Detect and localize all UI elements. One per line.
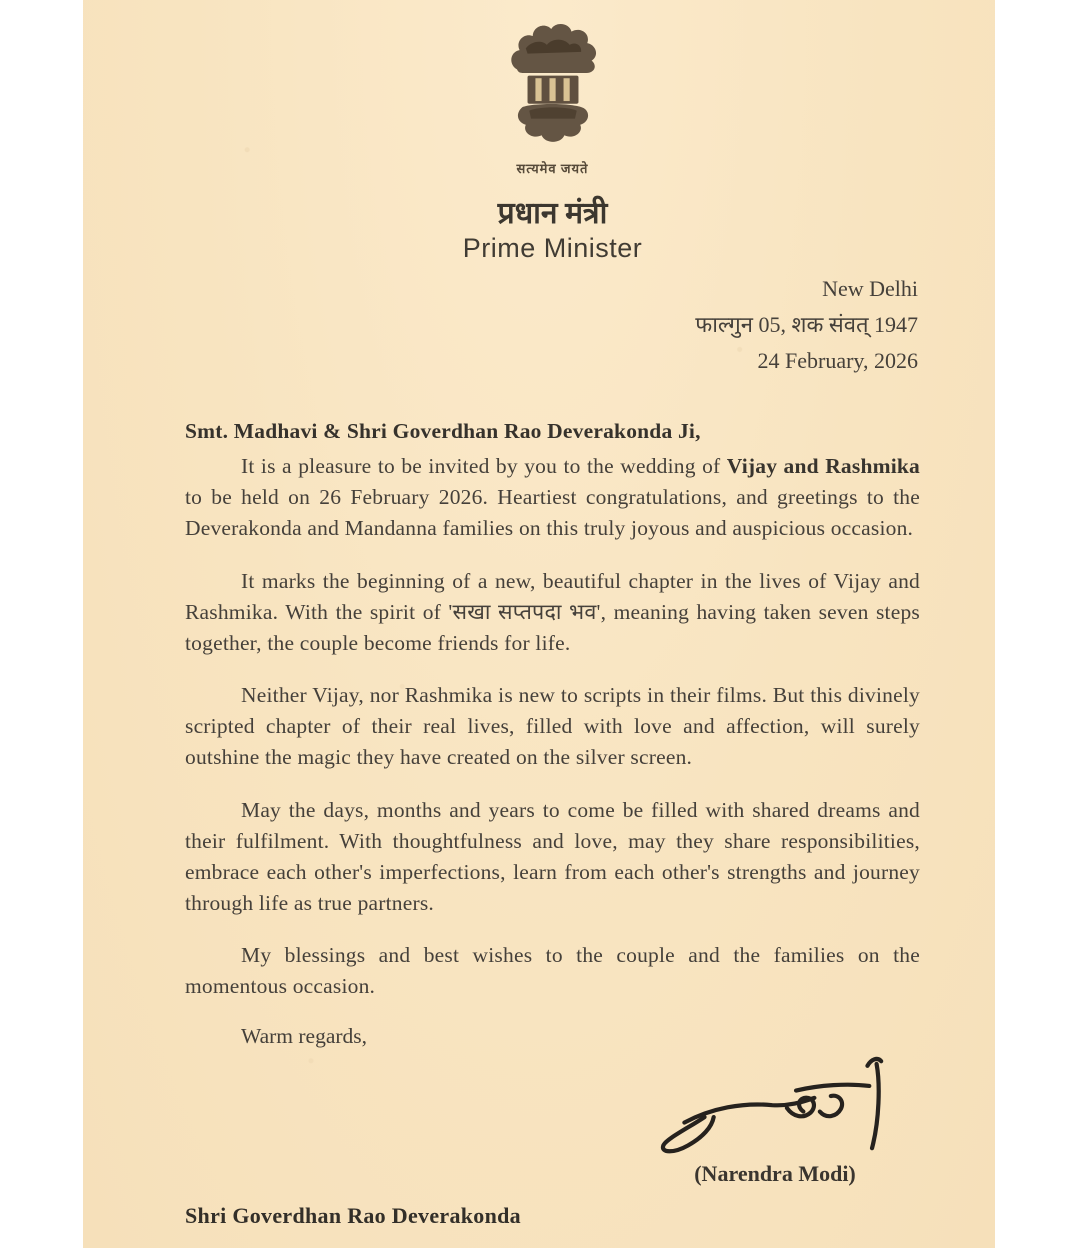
paragraph-3: Neither Vijay, nor Rashmika is new to scripts in their films. But this divinely scripted chapter of their real lives, filled with love and affection, will surely outshine the magic they have created on the silver screen. — [185, 683, 920, 769]
emblem-wrap — [185, 22, 920, 177]
paragraph-1 — [185, 451, 920, 544]
addressee: Shri Goverdhan Rao Deverakonda — [185, 1202, 521, 1228]
date-block — [185, 271, 920, 379]
paragraph-1-start: It is a pleasure to be invited by you to the wedding of — [241, 454, 727, 478]
signature-name: (Narendra Modi) — [694, 1160, 856, 1186]
paragraph-2: It marks the beginning of a new, beautiful chapter in the lives of Vijay and Rashmika. With the spirit of 'सखा सप्तपदा भव', meaning having taken seven steps together, the couple become friends for life. — [185, 568, 920, 655]
closing: Warm regards, — [241, 1023, 368, 1048]
place-line: New Delhi — [822, 276, 918, 301]
narendra-modi-signature-icon — [645, 1053, 905, 1161]
title-hindi: प्रधान मंत्री — [497, 197, 608, 230]
date-hindi-line: फाल्गुन 05, शक संवत् 1947 — [695, 312, 918, 337]
date-english-line: 24 February, 2026 — [757, 348, 918, 373]
paragraph-5: My blessings and best wishes to the couple and the families on the momentous occasion. — [185, 943, 920, 998]
ashoka-lion-capital-icon — [494, 22, 612, 152]
title-english: Prime Minister — [462, 233, 643, 263]
emblem-motto: सत्यमेव जयते — [516, 161, 589, 176]
letterhead-paper — [83, 0, 995, 1248]
paragraph-1-bold-names: Vijay and Rashmika — [726, 454, 921, 478]
signature-block — [630, 1053, 920, 1187]
paragraph-4: May the days, months and years to come be filled with shared dreams and their fulfilment. With thoughtfulness and love, may they share responsibilities, embrace each other's imperfections, learn from each other's strengths and journey through life as true partners. — [185, 797, 920, 915]
paragraph-1-end: to be held on 26 February 2026. Heartiest congratulations, and greetings to the Deverakonda and Mandanna families on this truly joyous and auspicious occasion. — [185, 485, 920, 540]
salutation: Smt. Madhavi & Shri Goverdhan Rao Deverakonda Ji, — [185, 419, 701, 443]
